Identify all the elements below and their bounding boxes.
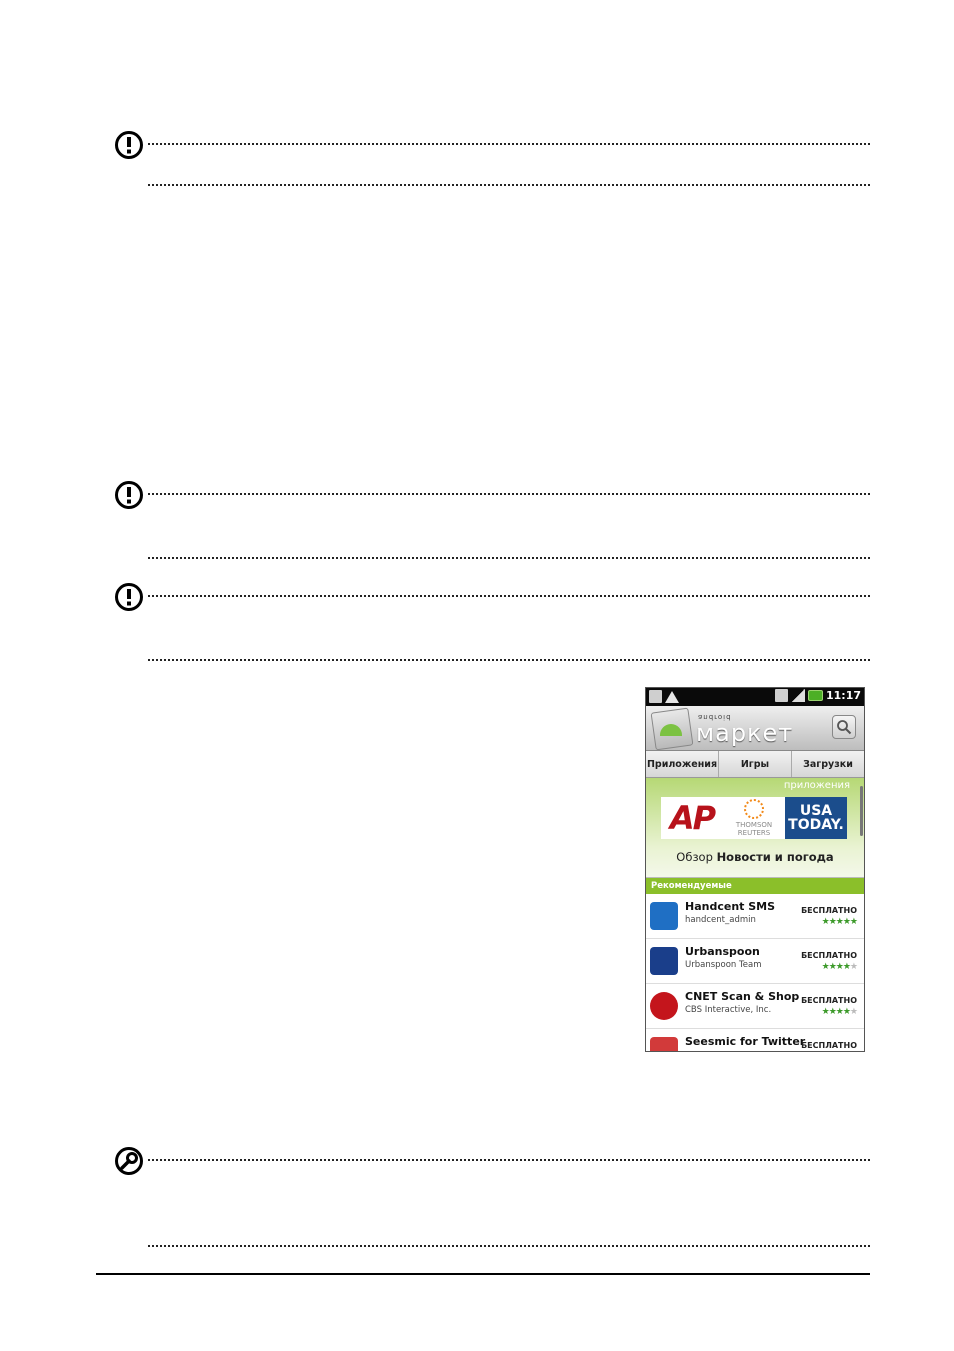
- caption-category: Новости и погода: [716, 850, 834, 864]
- warning-icon: [114, 582, 144, 612]
- ap-logo-text: AP: [669, 799, 715, 837]
- banner-caption: [646, 850, 864, 864]
- tab-games[interactable]: Игры: [719, 751, 792, 777]
- caption-prefix: Обзор: [676, 850, 713, 864]
- section-featured: Рекомендуемые: [646, 878, 864, 894]
- header-android-label: android: [698, 713, 732, 721]
- reuters-dot-icon: [744, 799, 764, 819]
- warning-icon: [114, 130, 144, 160]
- app-name: Urbanspoon: [685, 945, 760, 958]
- tr-line1: THOMSON: [735, 821, 773, 829]
- list-item[interactable]: [646, 939, 864, 984]
- status-bar: [646, 688, 864, 706]
- android-market-screenshot: [645, 687, 865, 1052]
- category-tabs: [646, 751, 864, 778]
- usa-today-logo: [785, 797, 847, 839]
- tab-apps[interactable]: Приложения: [646, 751, 719, 777]
- app-rating: ★★★★★: [821, 962, 857, 972]
- note-rule-top: [148, 595, 870, 597]
- app-price: БЕСПЛАТНО: [801, 906, 857, 915]
- market-header: [646, 706, 864, 751]
- app-name: CNET Scan & Shop: [685, 990, 800, 1003]
- app-price: БЕСПЛАТНО: [801, 1041, 857, 1050]
- signal-icon: [791, 689, 805, 702]
- note-rule-top: [148, 493, 870, 495]
- urbanspoon-icon: [650, 947, 678, 975]
- app-price: БЕСПЛАТНО: [801, 996, 857, 1005]
- app-developer: CBS Interactive, Inc.: [685, 1005, 772, 1015]
- banner-logos: [661, 797, 847, 839]
- list-item[interactable]: [646, 984, 864, 1029]
- app-name: Handcent SMS: [685, 900, 776, 913]
- ap-logo: [661, 797, 723, 839]
- note-rule-top: [148, 143, 870, 145]
- app-name: Seesmic for Twitter: [685, 1035, 806, 1048]
- warning-icon: [114, 480, 144, 510]
- warning-triangle-icon: [665, 691, 679, 703]
- app-developer: handcent_admin: [685, 915, 756, 925]
- banner-label: приложения: [783, 780, 850, 791]
- thomson-reuters-logo: [723, 797, 785, 839]
- note-rule-top: [148, 1159, 870, 1161]
- header-title: маркет: [696, 719, 794, 747]
- list-item[interactable]: [646, 1029, 864, 1052]
- app-list: [646, 894, 864, 1052]
- list-item[interactable]: [646, 894, 864, 939]
- search-button[interactable]: [832, 715, 856, 739]
- status-time: 11:17: [825, 689, 861, 702]
- tip-wrench-icon: [114, 1146, 144, 1176]
- cnet-icon: [650, 992, 678, 1020]
- data-transfer-icon: [775, 689, 788, 702]
- battery-icon: [808, 690, 823, 701]
- app-developer: Urbanspoon Team: [685, 960, 762, 970]
- banner-scrollbar[interactable]: [860, 786, 863, 836]
- usb-icon: [649, 690, 662, 703]
- featured-banner[interactable]: [646, 778, 864, 878]
- note-rule-bottom: [148, 184, 870, 186]
- note-rule-bottom: [148, 659, 870, 661]
- footer-rule: [96, 1273, 870, 1275]
- app-rating: ★★★★★: [821, 1007, 857, 1017]
- tab-downloads[interactable]: Загрузки: [803, 758, 853, 770]
- seesmic-icon: [650, 1037, 678, 1052]
- usa-line2: TODAY.: [788, 817, 844, 833]
- note-rule-bottom: [148, 557, 870, 559]
- app-price: БЕСПЛАТНО: [801, 951, 857, 960]
- search-icon: [836, 719, 852, 735]
- note-rule-bottom: [148, 1245, 870, 1247]
- tr-line2: REUTERS: [737, 829, 771, 837]
- usa-line1: USA: [799, 803, 833, 819]
- app-rating: ★★★★★: [821, 917, 857, 927]
- chat-bubble-icon: [650, 902, 678, 930]
